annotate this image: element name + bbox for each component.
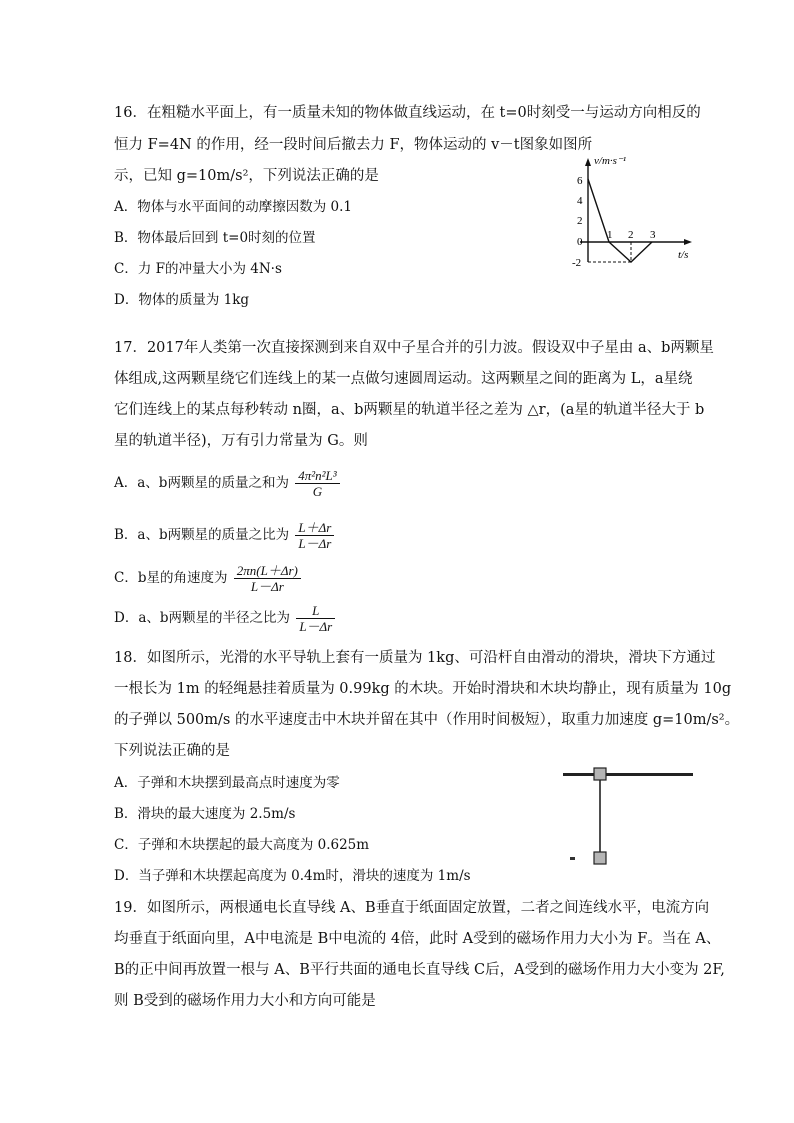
x-tick-3: 3 — [650, 229, 656, 241]
q17-option-a-text: A．a、b两颗星的质量之和为 — [114, 475, 289, 491]
y-tick-neg2: -2 — [572, 257, 582, 269]
q18-line-3: 的子弹以 500m/s 的水平速度击中木块并留在其中（作用时间极短），取重力加速度 g=10m/s²。 — [114, 712, 740, 728]
q16-option-b: B．物体最后回到 t=0时刻的位置 — [114, 230, 316, 246]
velocity-line — [588, 179, 652, 262]
q18-option-b: B．滑块的最大速度为 2.5m/s — [114, 806, 296, 822]
q16-line-1: 16．在粗糙水平面上，有一质量未知的物体做直线运动，在 t=0时刻受一与运动方向相反的 — [114, 105, 701, 121]
q17-option-d-text: D．a、b两颗星的半径之比为 — [114, 610, 291, 626]
q18-line-4: 下列说法正确的是 — [114, 743, 230, 759]
y-tick-4: 4 — [577, 195, 583, 207]
x-tick-1: 1 — [607, 229, 613, 241]
wood-block — [594, 852, 606, 864]
q18-option-c: C．子弹和木块摆起的最大高度为 0.625m — [114, 837, 370, 853]
fraction-denominator: L－Δr — [250, 579, 284, 594]
q18-pendulum-figure — [558, 764, 698, 874]
t-axis-label: t/s — [678, 249, 689, 261]
q16-vt-graph — [560, 150, 710, 275]
q19-line-2: 均垂直于纸面向里，A中电流是 B中电流的 4倍，此时 A受到的磁场作用力大小为 F。当在 A、 — [114, 931, 721, 947]
q17-line-2: 体组成,这两颗星绕它们连线上的某一点做匀速圆周运动。这两颗星之间的距离为 L，a星绕 — [114, 371, 693, 387]
t-axis-arrow — [684, 239, 692, 245]
bullet — [570, 857, 575, 860]
y-tick-0: 0 — [577, 236, 583, 248]
q17-option-d-fraction — [296, 603, 335, 634]
fraction-numerator: 4π²n²L³ — [295, 468, 339, 484]
q17-option-a — [114, 468, 340, 499]
fraction-denominator: L－Δr — [299, 619, 333, 634]
q17-option-b — [114, 520, 334, 551]
q17-line-1: 17．2017年人类第一次直接探测到来自双中子星合并的引力波。假设双中子星由 a、b两颗星 — [114, 340, 714, 356]
q17-line-3: 它们连线上的某点每秒转动 n圈，a、b两颗星的轨道半径之差为 △r，(a星的轨道半径大于 b — [114, 402, 705, 418]
q18-line-1: 18．如图所示，光滑的水平导轨上套有一质量为 1kg、可沿杆自由滑动的滑块，滑块下方通过 — [114, 650, 716, 666]
slider-block — [594, 768, 606, 780]
fraction-denominator: G — [312, 484, 323, 499]
q16-option-a: A．物体与水平面间的动摩擦因数为 0.1 — [114, 199, 353, 215]
q17-option-d — [114, 603, 335, 634]
q16-line-2: 恒力 F=4N 的作用，经一段时间后撤去力 F，物体运动的 v－t图象如图所 — [114, 137, 593, 153]
y-tick-2: 2 — [577, 215, 583, 227]
v-axis-label: v/m·s⁻¹ — [594, 155, 627, 167]
q18-line-2: 一根长为 1m 的轻绳悬挂着质量为 0.99kg 的木块。开始时滑块和木块均静止，现有质量为 10g — [114, 681, 732, 697]
q17-option-a-fraction — [295, 468, 339, 499]
q17-option-c — [114, 563, 301, 594]
q17-option-c-fraction — [234, 563, 301, 594]
q18-option-d: D．当子弹和木块摆起高度为 0.4m时，滑块的速度为 1m/s — [114, 868, 471, 884]
q18-option-a: A．子弹和木块摆到最高点时速度为零 — [114, 775, 340, 791]
q17-option-b-text: B．a、b两颗星的质量之比为 — [114, 527, 290, 543]
fraction-numerator: L — [296, 603, 335, 619]
q19-line-4: 则 B受到的磁场作用力大小和方向可能是 — [114, 993, 376, 1009]
q16-line-3: 示，已知 g=10m/s²，下列说法正确的是 — [114, 168, 379, 184]
fraction-denominator: L－Δr — [298, 536, 332, 551]
y-tick-6: 6 — [577, 175, 583, 187]
q17-option-b-fraction — [295, 520, 334, 551]
fraction-numerator: L＋Δr — [295, 520, 334, 536]
x-tick-2: 2 — [628, 229, 634, 241]
q17-option-c-text: C．b星的角速度为 — [114, 570, 228, 586]
rail — [563, 773, 693, 776]
q16-option-c: C．力 F的冲量大小为 4N·s — [114, 261, 282, 277]
v-axis-arrow — [585, 158, 591, 166]
q16-option-d: D．物体的质量为 1kg — [114, 292, 250, 308]
fraction-numerator: 2πn(L＋Δr) — [234, 563, 301, 579]
q19-line-3: B的正中间再放置一根与 A、B平行共面的通电长直导线 C后，A受到的磁场作用力大小变为 2F, — [114, 962, 725, 978]
q19-line-1: 19．如图所示，两根通电长直导线 A、B垂直于纸面固定放置，二者之间连线水平，电流方向 — [114, 900, 710, 916]
q17-line-4: 星的轨道半径)，万有引力常量为 G。则 — [114, 433, 368, 449]
